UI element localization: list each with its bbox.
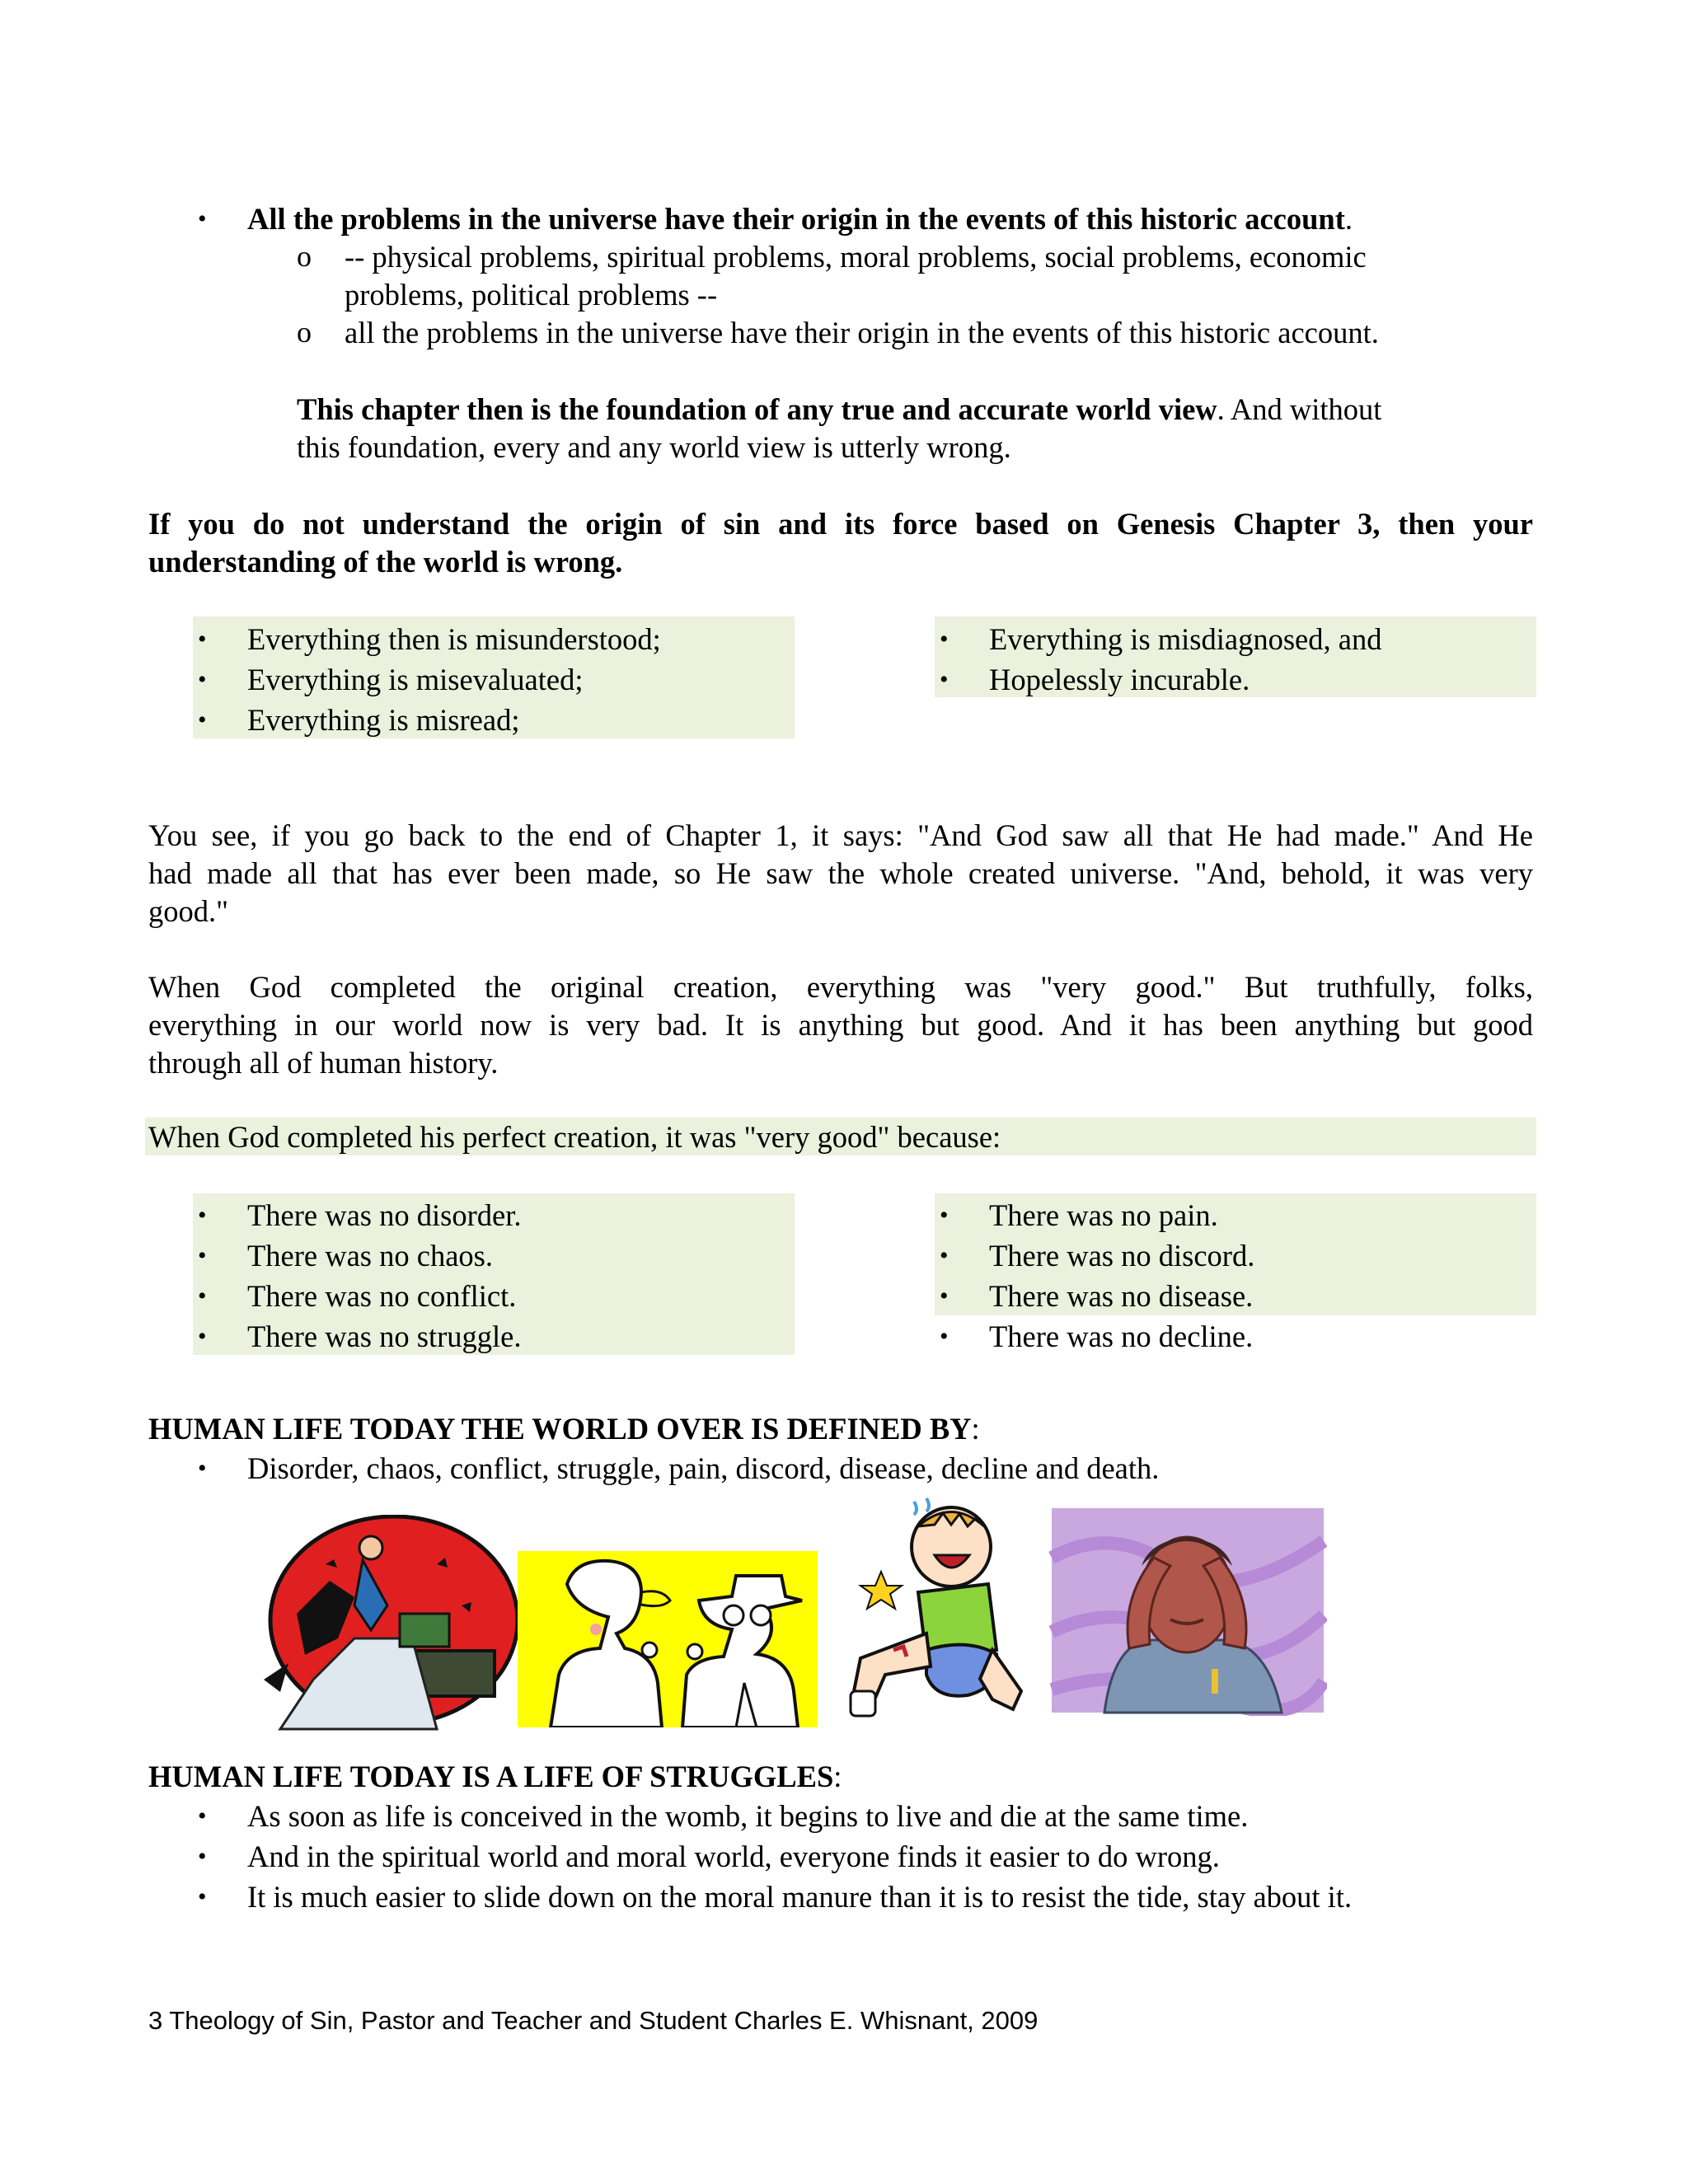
because-item: There was no conflict. <box>247 1279 517 1313</box>
defined-heading <box>148 1409 980 1448</box>
because-item: There was no disease. <box>989 1279 1254 1313</box>
bullet-marker: • <box>940 1282 949 1310</box>
bullet-marker: • <box>198 666 207 693</box>
consequence-item: Everything is misdiagnosed, and <box>989 622 1382 656</box>
foundation-rest: . And without <box>1217 392 1382 426</box>
because-heading: When God completed his perfect creation, it was "very good" because: <box>148 1120 1001 1154</box>
bullet-marker: • <box>198 1282 207 1310</box>
bullet-marker: • <box>198 1455 207 1482</box>
consequence-item: Everything is misevaluated; <box>247 663 584 696</box>
bullet-marker: • <box>198 205 207 232</box>
bullet-marker: • <box>940 1202 949 1229</box>
defined-heading-colon: : <box>971 1412 980 1446</box>
bullet-marker: • <box>198 1843 207 1870</box>
bullet-marker: • <box>198 1242 207 1269</box>
struggles-item: As soon as life is conceived in the womb, it begins to live and die at the same time. <box>247 1799 1249 1833</box>
bullet-marker: • <box>198 1802 207 1830</box>
bullet-marker: • <box>198 1202 207 1229</box>
because-item: There was no pain. <box>989 1198 1218 1232</box>
consequence-item: Hopelessly incurable. <box>989 663 1250 696</box>
foundation-line-1 <box>297 390 1381 429</box>
bullet-marker: • <box>940 626 949 653</box>
foundation-line-2: this foundation, every and any world view is utterly wrong. <box>297 430 1011 464</box>
bullet-marker: • <box>198 1323 207 1350</box>
chaos-clipart <box>247 1515 519 1731</box>
intro-sub-item-2: all the problems in the universe have their origin in the events of this historic account. <box>345 316 1379 349</box>
consequence-item: Everything then is misunderstood; <box>247 622 661 656</box>
warning-line-2: understanding of the world is wrong. <box>148 545 623 579</box>
struggles-heading <box>148 1757 842 1796</box>
intro-bullet-end: . <box>1344 202 1353 236</box>
because-item: There was no discord. <box>989 1239 1255 1272</box>
sub-bullet-marker: o <box>297 240 312 273</box>
because-item: There was no chaos. <box>247 1239 493 1272</box>
because-item: There was no decline. <box>989 1319 1254 1353</box>
warning-line-1: If you do not understand the origin of sin and its force based on Genesis Chapter 3, then your <box>148 507 1533 541</box>
headache-clipart <box>1047 1508 1327 1716</box>
struggles-heading-text: HUMAN LIFE TODAY IS A LIFE OF STRUGGLES <box>148 1760 834 1793</box>
intro-sub-item-1-cont: problems, political problems -- <box>345 278 718 312</box>
foundation-bold: This chapter then is the foundation of any true and accurate world view <box>297 392 1217 426</box>
bullet-marker: • <box>198 1883 207 1910</box>
para1-line-2: had made all that has ever been made, so He saw the whole created universe. "And, behold, it was very <box>148 856 1533 890</box>
para2-line-2: everything in our world now is very bad. It is anything but good. And it has been anything but good <box>148 1008 1533 1042</box>
intro-bullet <box>247 199 1353 238</box>
sub-bullet-marker: o <box>297 316 312 349</box>
bullet-marker: • <box>940 1242 949 1269</box>
page-footer: 3 Theology of Sin, Pastor and Teacher and Student Charles E. Whisnant, 2009 <box>148 2006 1039 2035</box>
consequence-item: Everything is misread; <box>247 703 520 737</box>
para2-line-3: through all of human history. <box>148 1046 499 1080</box>
bullet-marker: • <box>198 626 207 653</box>
bullet-marker: • <box>198 706 207 733</box>
defined-heading-text: HUMAN LIFE TODAY THE WORLD OVER IS DEFINED BY <box>148 1412 972 1446</box>
para1-line-1: You see, if you go back to the end of Chapter 1, it says: "And God saw all that He had made." And He <box>148 818 1533 852</box>
struggles-item: It is much easier to slide down on the moral manure than it is to resist the tide, stay about it. <box>247 1880 1353 1914</box>
intro-sub-item-1: -- physical problems, spiritual problems, moral problems, social problems, economic <box>345 240 1367 274</box>
because-item: There was no disorder. <box>247 1198 522 1232</box>
pain-clipart <box>828 1493 1048 1724</box>
para1-line-3: good." <box>148 894 229 928</box>
para2-line-1: When God completed the original creation, everything was "very good." But truthfully, folks, <box>148 970 1533 1004</box>
argument-clipart <box>518 1551 818 1727</box>
bullet-marker: • <box>940 1323 949 1350</box>
intro-bullet-bold: All the problems in the universe have their origin in the events of this historic account <box>247 202 1345 236</box>
bullet-marker: • <box>940 666 949 693</box>
defined-item: Disorder, chaos, conflict, struggle, pain, discord, disease, decline and death. <box>247 1451 1160 1485</box>
struggles-item: And in the spiritual world and moral world, everyone finds it easier to do wrong. <box>247 1840 1220 1873</box>
struggles-heading-colon: : <box>833 1760 842 1793</box>
because-item: There was no struggle. <box>247 1319 522 1353</box>
